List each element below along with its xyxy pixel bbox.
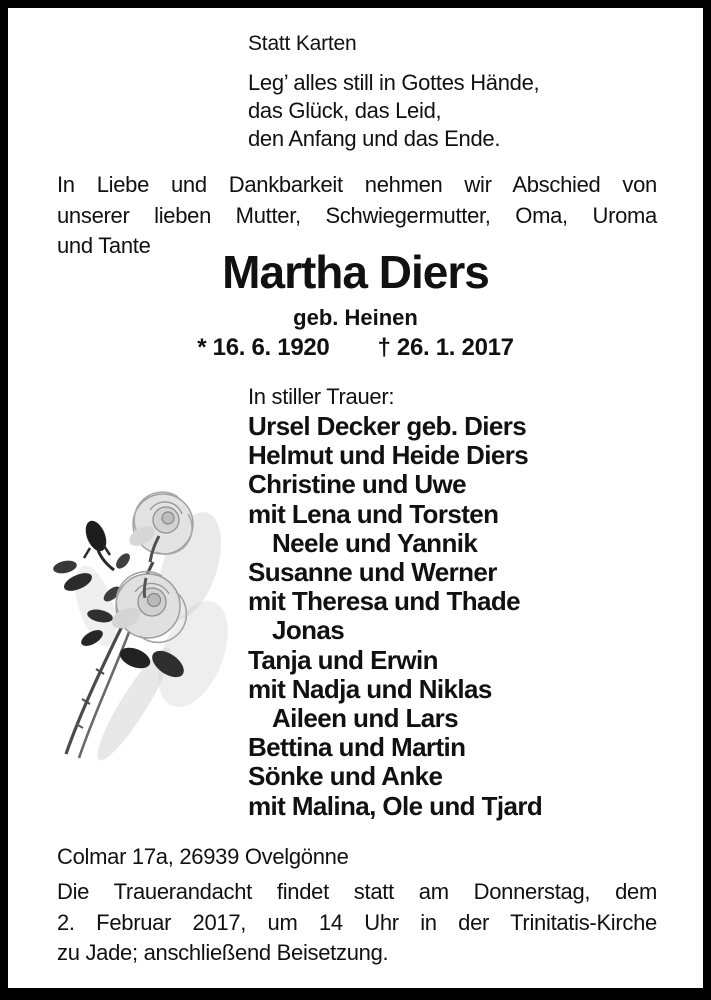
- statt-karten-label: Statt Karten: [248, 32, 357, 55]
- mourner-line: Ursel Decker geb. Diers: [248, 411, 527, 441]
- obituary-card: [8, 8, 703, 988]
- mourner-line: Aileen und Lars: [272, 703, 459, 734]
- intro-line: In Liebe und Dankbarkeit nehmen wir Abschied von: [57, 172, 657, 197]
- mourner-line: mit Theresa und Thade: [248, 586, 521, 617]
- memorial-poem: [248, 69, 539, 153]
- deceased-name: Martha Diers: [222, 246, 489, 298]
- mourner-line: Jonas: [272, 615, 345, 646]
- mourner-line: Neele und Yannik: [272, 527, 478, 558]
- birth-date: * 16. 6. 1920: [197, 334, 330, 361]
- rose-illustration: [38, 466, 233, 766]
- mourner-line: Christine und Uwe: [248, 469, 467, 500]
- mourning-label: In stiller Trauer:: [248, 384, 395, 409]
- funeral-line: zu Jade; anschließend Beisetzung.: [57, 940, 389, 965]
- life-dates: [8, 334, 703, 362]
- mourner-line: mit Lena und Torsten: [248, 498, 499, 529]
- poem-line: das Glück, das Leid,: [248, 98, 442, 123]
- rose-icon: [38, 466, 233, 766]
- mourner-line: Tanja und Erwin: [248, 644, 438, 675]
- mourner-line: mit Malina, Ole und Tjard: [248, 790, 543, 821]
- death-date: † 26. 1. 2017: [377, 334, 514, 361]
- address-line: Colmar 17a, 26939 Ovelgönne: [57, 844, 349, 869]
- mourner-line: Helmut und Heide Diers: [248, 440, 529, 471]
- mourners-list: [248, 412, 542, 821]
- maiden-name: geb. Heinen: [293, 305, 418, 330]
- mourner-line: Bettina und Martin: [248, 732, 466, 763]
- poem-line: Leg’ alles still in Gottes Hände,: [248, 70, 540, 95]
- mourner-line: Sönke und Anke: [248, 761, 443, 792]
- intro-line: und Tante: [57, 233, 151, 258]
- poem-line: den Anfang und das Ende.: [248, 126, 501, 151]
- funeral-line: Die Trauerandacht findet statt am Donnerstag, dem: [57, 879, 657, 904]
- funeral-line: 2. Februar 2017, um 14 Uhr in der Trinitatis-Kirche: [57, 909, 657, 935]
- funeral-paragraph: [57, 877, 657, 969]
- intro-line: unserer lieben Mutter, Schwiegermutter, Oma, Uroma: [57, 202, 657, 228]
- mourner-line: Susanne und Werner: [248, 557, 497, 588]
- mourner-line: mit Nadja und Niklas: [248, 673, 492, 704]
